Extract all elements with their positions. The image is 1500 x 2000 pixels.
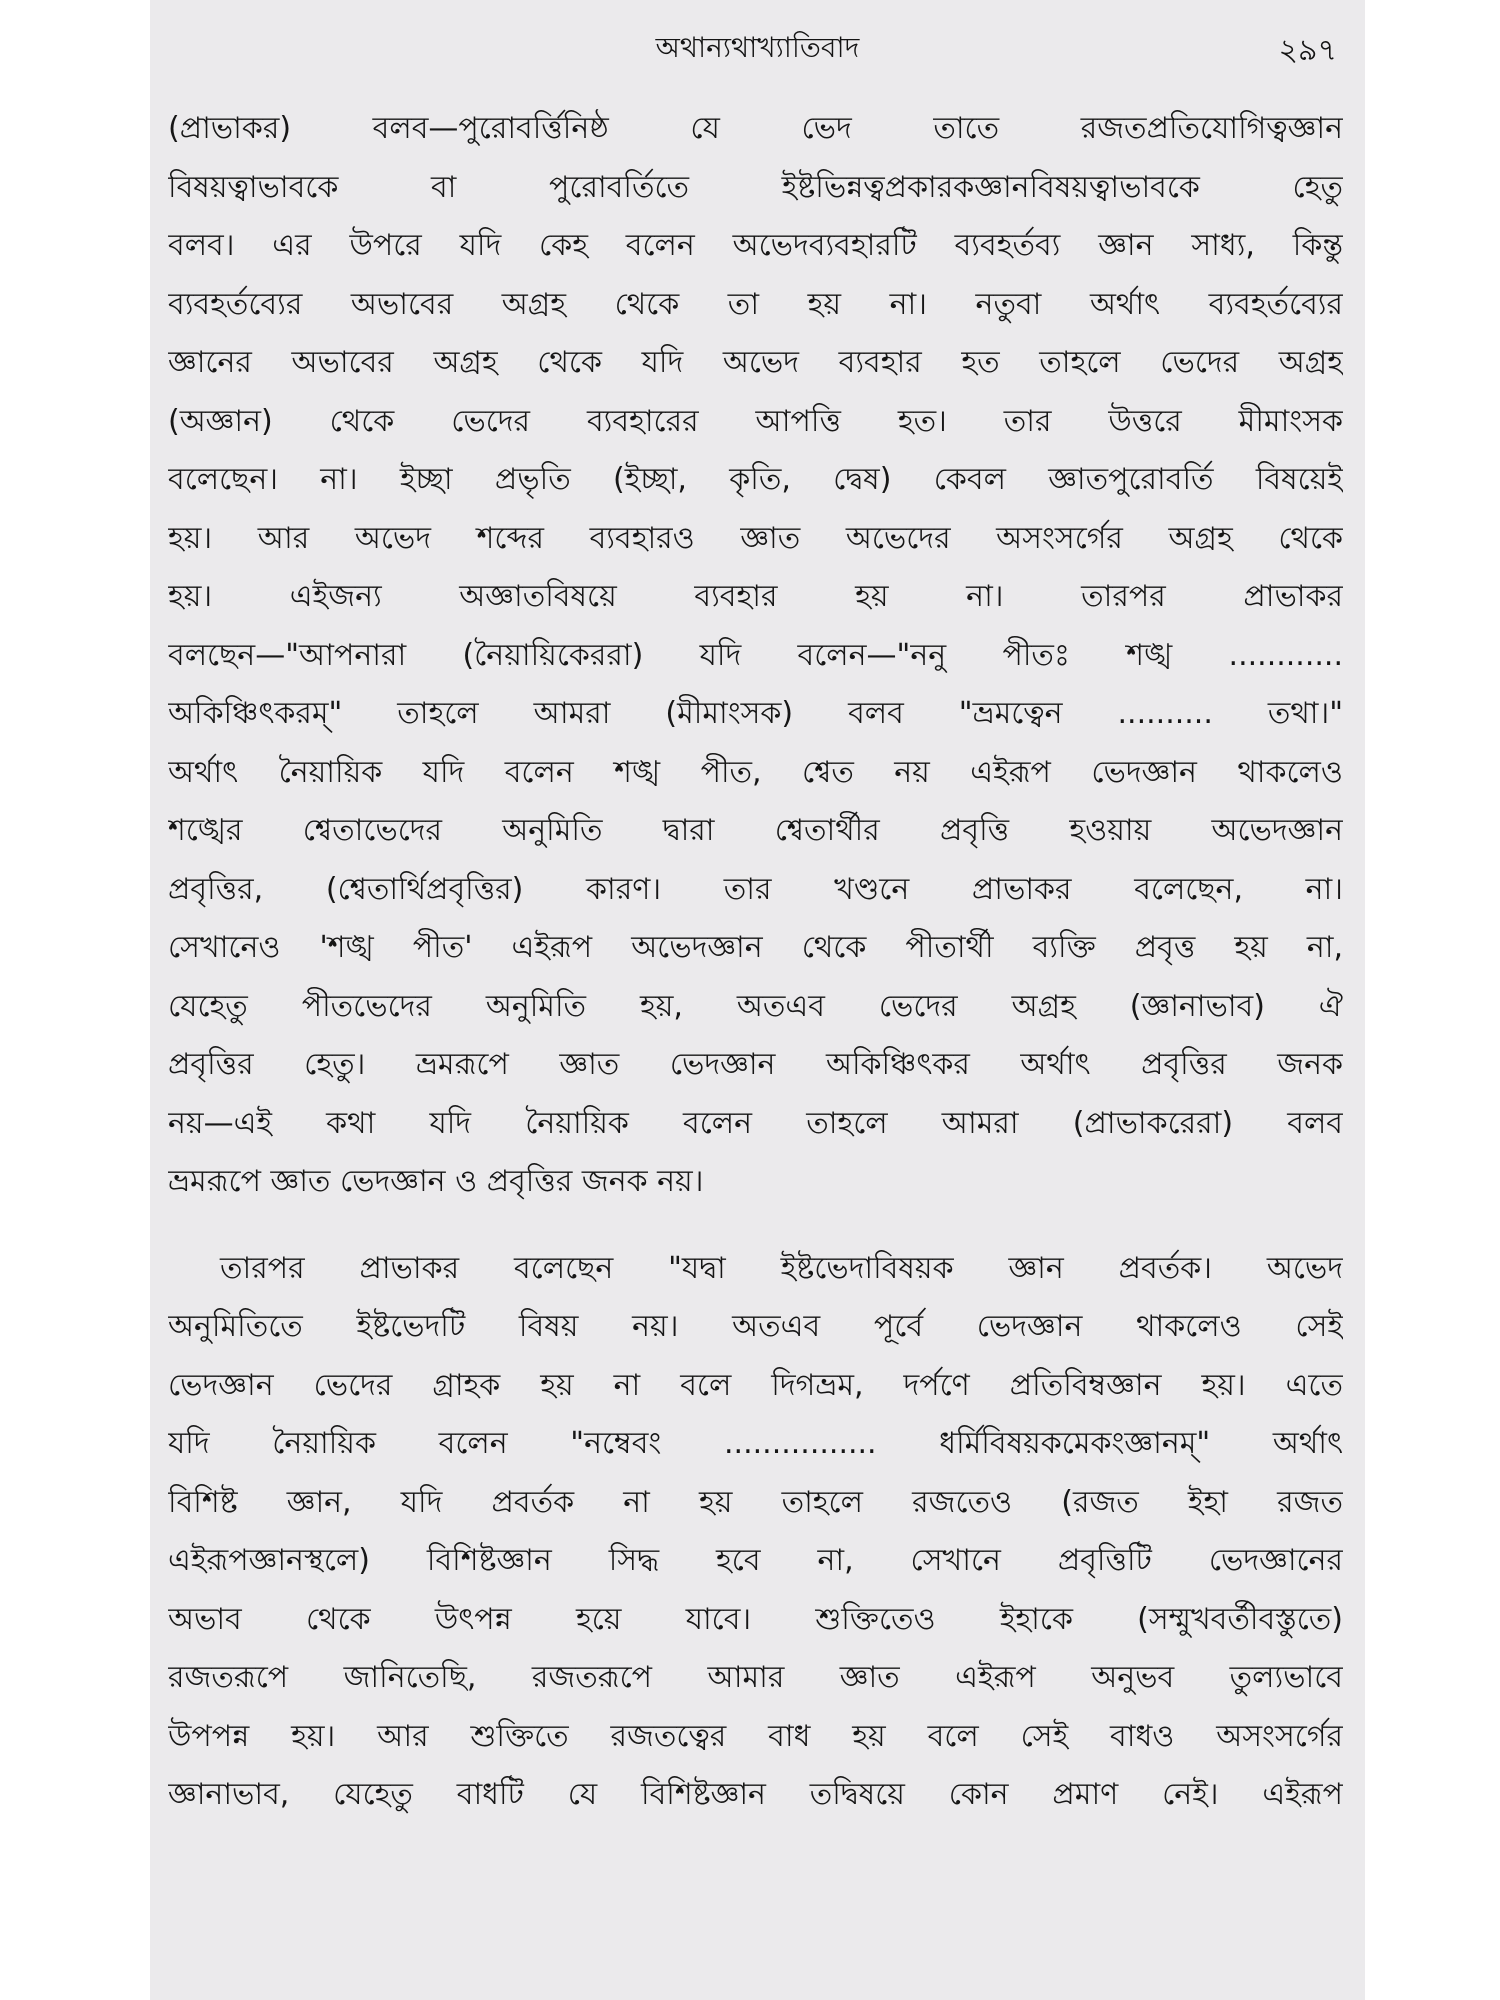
text-line: হয়। এইজন্য অজ্ঞাতবিষয়ে ব্যবহার হয় না। তারপর প্রাভাকর bbox=[168, 579, 1343, 614]
text-line: (অজ্ঞান) থেকে ভেদের ব্যবহারের আপত্তি হত। তার উত্তরে মীমাংসক bbox=[168, 403, 1343, 439]
text-line: রজতরূপে জানিতেছি, রজতরূপে আমার জ্ঞাত এইরূপ অনুভব তুল্যভাবে bbox=[168, 1660, 1343, 1695]
text-line: প্রবৃত্তির, (শ্বেতার্থিপ্রবৃত্তির) কারণ। তার খণ্ডনে প্রাভাকর বলেছেন, না। bbox=[168, 871, 1343, 907]
text-line: তারপর প্রাভাকর বলেছেন "যদ্বা ইষ্টভেদাবিষয়ক জ্ঞান প্রবর্তক। অভেদ bbox=[220, 1250, 1343, 1286]
text-line: জ্ঞানের অভাবের অগ্রহ থেকে যদি অভেদ ব্যবহার হত তাহলে ভেদের অগ্রহ bbox=[168, 345, 1343, 380]
text-line: নয়—এই কথা যদি নৈয়ায়িক বলেন তাহলে আমরা (প্রাভাকরেরা) বলব bbox=[168, 1105, 1343, 1141]
text-line: উপপন্ন হয়। আর শুক্তিতে রজতত্বের বাধ হয় বলে সেই বাধও অসংসর্গের bbox=[168, 1718, 1343, 1754]
page-header bbox=[150, 26, 1365, 76]
text-line: যদি নৈয়ায়িক বলেন "নম্বেবং ................ ধর্মিবিষয়কমেকংজ্ঞানম্" অর্থাৎ bbox=[168, 1426, 1343, 1461]
text-line: বলেছেন। না। ইচ্ছা প্রভৃতি (ইচ্ছা, কৃতি, দ্বেষ) কেবল জ্ঞাতপুরোবর্তি বিষয়েই bbox=[168, 462, 1343, 497]
text-line: প্রবৃত্তির হেতু। ভ্রমরূপে জ্ঞাত ভেদজ্ঞান অকিঞ্চিৎকর অর্থাৎ প্রবৃত্তির জনক bbox=[168, 1047, 1343, 1082]
text-line: (প্রাভাকর) বলব—পুরোবর্ত্তিনিষ্ঠ যে ভেদ তাতে রজতপ্রতিযোগিত্বজ্ঞান bbox=[168, 111, 1343, 146]
text-line: সেখানেও 'শঙ্খ পীত' এইরূপ অভেদজ্ঞান থেকে পীতার্থী ব্যক্তি প্রবৃত্ত হয় না, bbox=[168, 930, 1343, 965]
body-text bbox=[168, 100, 1343, 1825]
text-line: জ্ঞানাভাব, যেহেতু বাধটি যে বিশিষ্টজ্ঞান তদ্বিষয়ে কোন প্রমাণ নেই। এইরূপ bbox=[168, 1777, 1343, 1812]
running-title: অথান্যথাখ্যাতিবাদ bbox=[655, 31, 860, 64]
text-line: অনুমিতিতে ইষ্টভেদটি বিষয় নয়। অতএব পূর্বে ভেদজ্ঞান থাকলেও সেই bbox=[168, 1309, 1343, 1344]
text-line: শঙ্খের শ্বেতাভেদের অনুমিতি দ্বারা শ্বেতার্থীর প্রবৃত্তি হওয়ায় অভেদজ্ঞান bbox=[168, 813, 1343, 848]
paragraph-2 bbox=[168, 1240, 1343, 1825]
text-line: ভ্রমরূপে জ্ঞাত ভেদজ্ঞান ও প্রবৃত্তির জনক নয়। bbox=[168, 1164, 704, 1199]
text-line: অর্থাৎ নৈয়ায়িক যদি বলেন শঙ্খ পীত, শ্বেত নয় এইরূপ ভেদজ্ঞান থাকলেও bbox=[168, 754, 1343, 790]
paragraph-1 bbox=[168, 100, 1343, 1212]
text-line: অভাব থেকে উৎপন্ন হয়ে যাবে। শুক্তিতেও ইহাকে (সম্মুখবর্তীবস্তুতে) bbox=[168, 1601, 1343, 1637]
text-line: বিষয়ত্বাভাবকে বা পুরোবর্তিতে ইষ্টভিন্নত্বপ্রকারকজ্ঞানবিষয়ত্বাভাবকে হেতু bbox=[168, 169, 1343, 205]
text-line: এইরূপজ্ঞানস্থলে) বিশিষ্টজ্ঞান সিদ্ধ হবে না, সেখানে প্রবৃত্তিটি ভেদজ্ঞানের bbox=[168, 1543, 1343, 1578]
text-line: যেহেতু পীতভেদের অনুমিতি হয়, অতএব ভেদের অগ্রহ (জ্ঞানাভাব) ঐ bbox=[168, 988, 1343, 1024]
page-number: ২৯৭ bbox=[1278, 33, 1337, 68]
text-line: বলব। এর উপরে যদি কেহ বলেন অভেদব্যবহারটি ব্যবহর্তব্য জ্ঞান সাধ্য, কিন্তু bbox=[168, 228, 1343, 263]
text-line: বিশিষ্ট জ্ঞান, যদি প্রবর্তক না হয় তাহলে রজতেও (রজত ইহা রজত bbox=[168, 1484, 1343, 1520]
text-line: হয়। আর অভেদ শব্দের ব্যবহারও জ্ঞাত অভেদের অসংসর্গের অগ্রহ থেকে bbox=[168, 520, 1343, 556]
text-line: ভেদজ্ঞান ভেদের গ্রাহক হয় না বলে দিগভ্রম, দর্পণে প্রতিবিম্বজ্ঞান হয়। এতে bbox=[168, 1367, 1343, 1403]
text-line: বলছেন—"আপনারা (নৈয়ায়িকেররা) যদি বলেন—"ননু পীতঃ শঙ্খ ............ bbox=[168, 637, 1343, 673]
book-page bbox=[150, 0, 1365, 2000]
paragraph-gap bbox=[168, 1212, 1343, 1240]
text-line: ব্যবহর্তব্যের অভাবের অগ্রহ থেকে তা হয় না। নতুবা অর্থাৎ ব্যবহর্তব্যের bbox=[168, 286, 1343, 322]
text-line: অকিঞ্চিৎকরম্" তাহলে আমরা (মীমাংসক) বলব "ভ্রমত্বেন .......... তথা।" bbox=[168, 696, 1343, 731]
